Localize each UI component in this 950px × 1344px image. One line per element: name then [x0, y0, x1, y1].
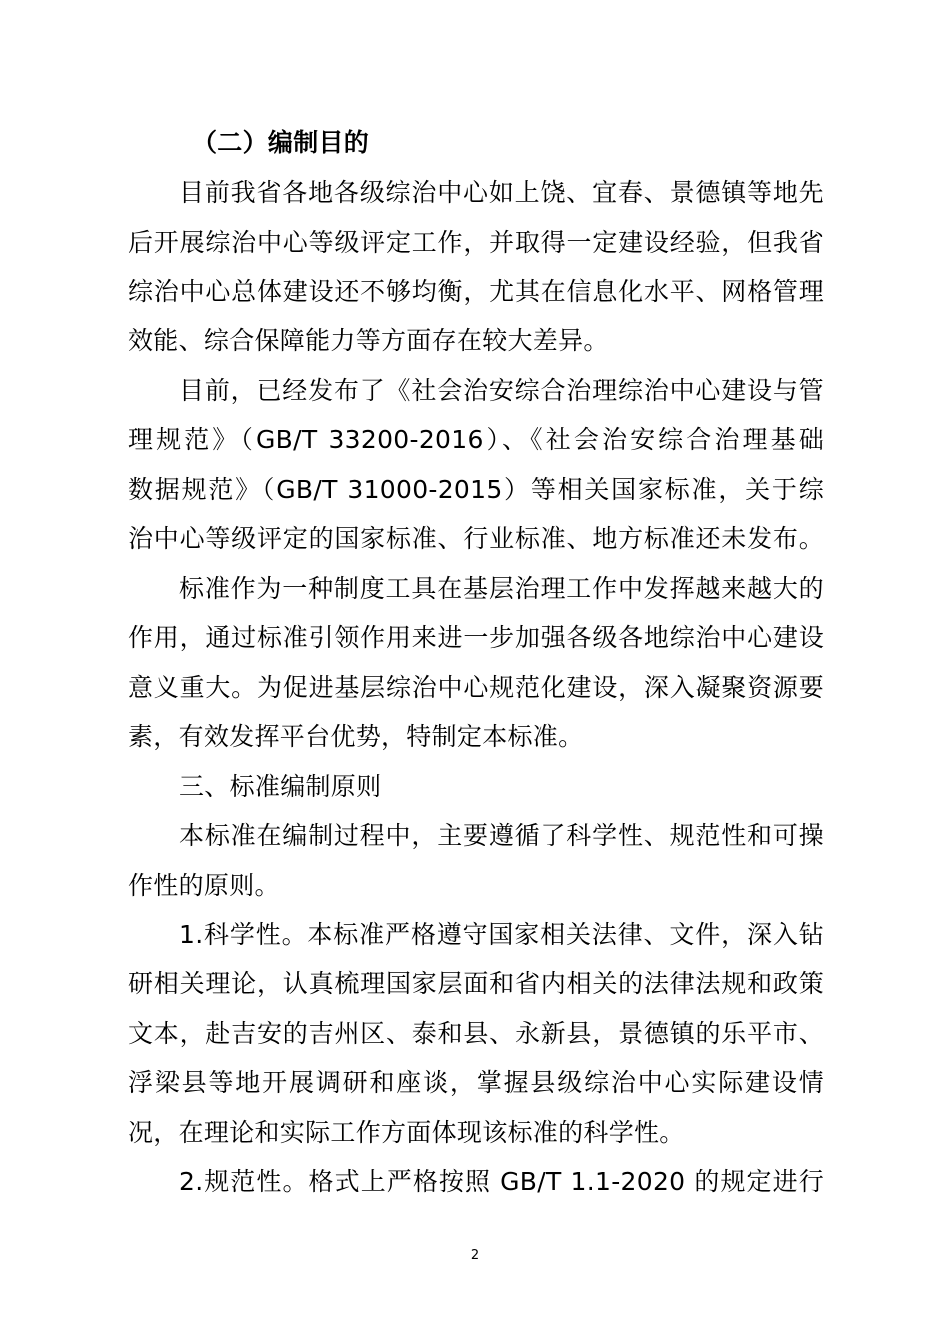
paragraph-line: 数据规范》（GB/T 31000-2015）等相关国家标准，关于综 — [128, 475, 824, 504]
section-heading-principles: 三、标准编制原则 — [179, 772, 382, 801]
paragraph-line: 素，有效发挥平台优势，特制定本标准。 — [128, 722, 584, 751]
paragraph-line: 治中心等级评定的国家标准、行业标准、地方标准还未发布。 — [128, 524, 824, 553]
paragraph-line: 2.规范性。格式上严格按照 GB/T 1.1-2020 的规定进行 — [179, 1167, 824, 1196]
page-number: 2 — [470, 1248, 480, 1263]
paragraph-line: 目前，已经发布了《社会治安综合治理综治中心建设与管 — [179, 376, 824, 405]
paragraph-line: 标准作为一种制度工具在基层治理工作中发挥越来越大的 — [179, 574, 824, 603]
paragraph-line: 综治中心总体建设还不够均衡，尤其在信息化水平、网格管理 — [128, 277, 824, 306]
paragraph-line: 目前我省各地各级综治中心如上饶、宜春、景德镇等地先 — [179, 178, 824, 207]
paragraph-line: 效能、综合保障能力等方面存在较大差异。 — [128, 326, 609, 355]
paragraph-line: 后开展综治中心等级评定工作，并取得一定建设经验，但我省 — [128, 228, 824, 257]
paragraph-line: 况，在理论和实际工作方面体现该标准的科学性。 — [128, 1118, 685, 1147]
paragraph-line: 本标准在编制过程中，主要遵循了科学性、规范性和可操 — [179, 821, 824, 850]
paragraph-line: 浮梁县等地开展调研和座谈，掌握县级综治中心实际建设情 — [128, 1068, 824, 1097]
paragraph-line: 理规范》（GB/T 33200-2016）、《社会治安综合治理基础 — [128, 425, 824, 454]
paragraph-line: 作用，通过标准引领作用来进一步加强各级各地综治中心建设 — [128, 623, 824, 652]
paragraph-line: 意义重大。为促进基层综治中心规范化建设，深入凝聚资源要 — [128, 673, 824, 702]
paragraph-line: 1.科学性。本标准严格遵守国家相关法律、文件，深入钻 — [179, 920, 824, 949]
paragraph-line: 研相关理论，认真梳理国家层面和省内相关的法律法规和政策 — [128, 969, 824, 998]
paragraph-line: 作性的原则。 — [128, 871, 280, 900]
section-heading-purpose: （二）编制目的 — [192, 128, 370, 157]
paragraph-line: 文本，赴吉安的吉州区、泰和县、永新县，景德镇的乐平市、 — [128, 1019, 824, 1048]
